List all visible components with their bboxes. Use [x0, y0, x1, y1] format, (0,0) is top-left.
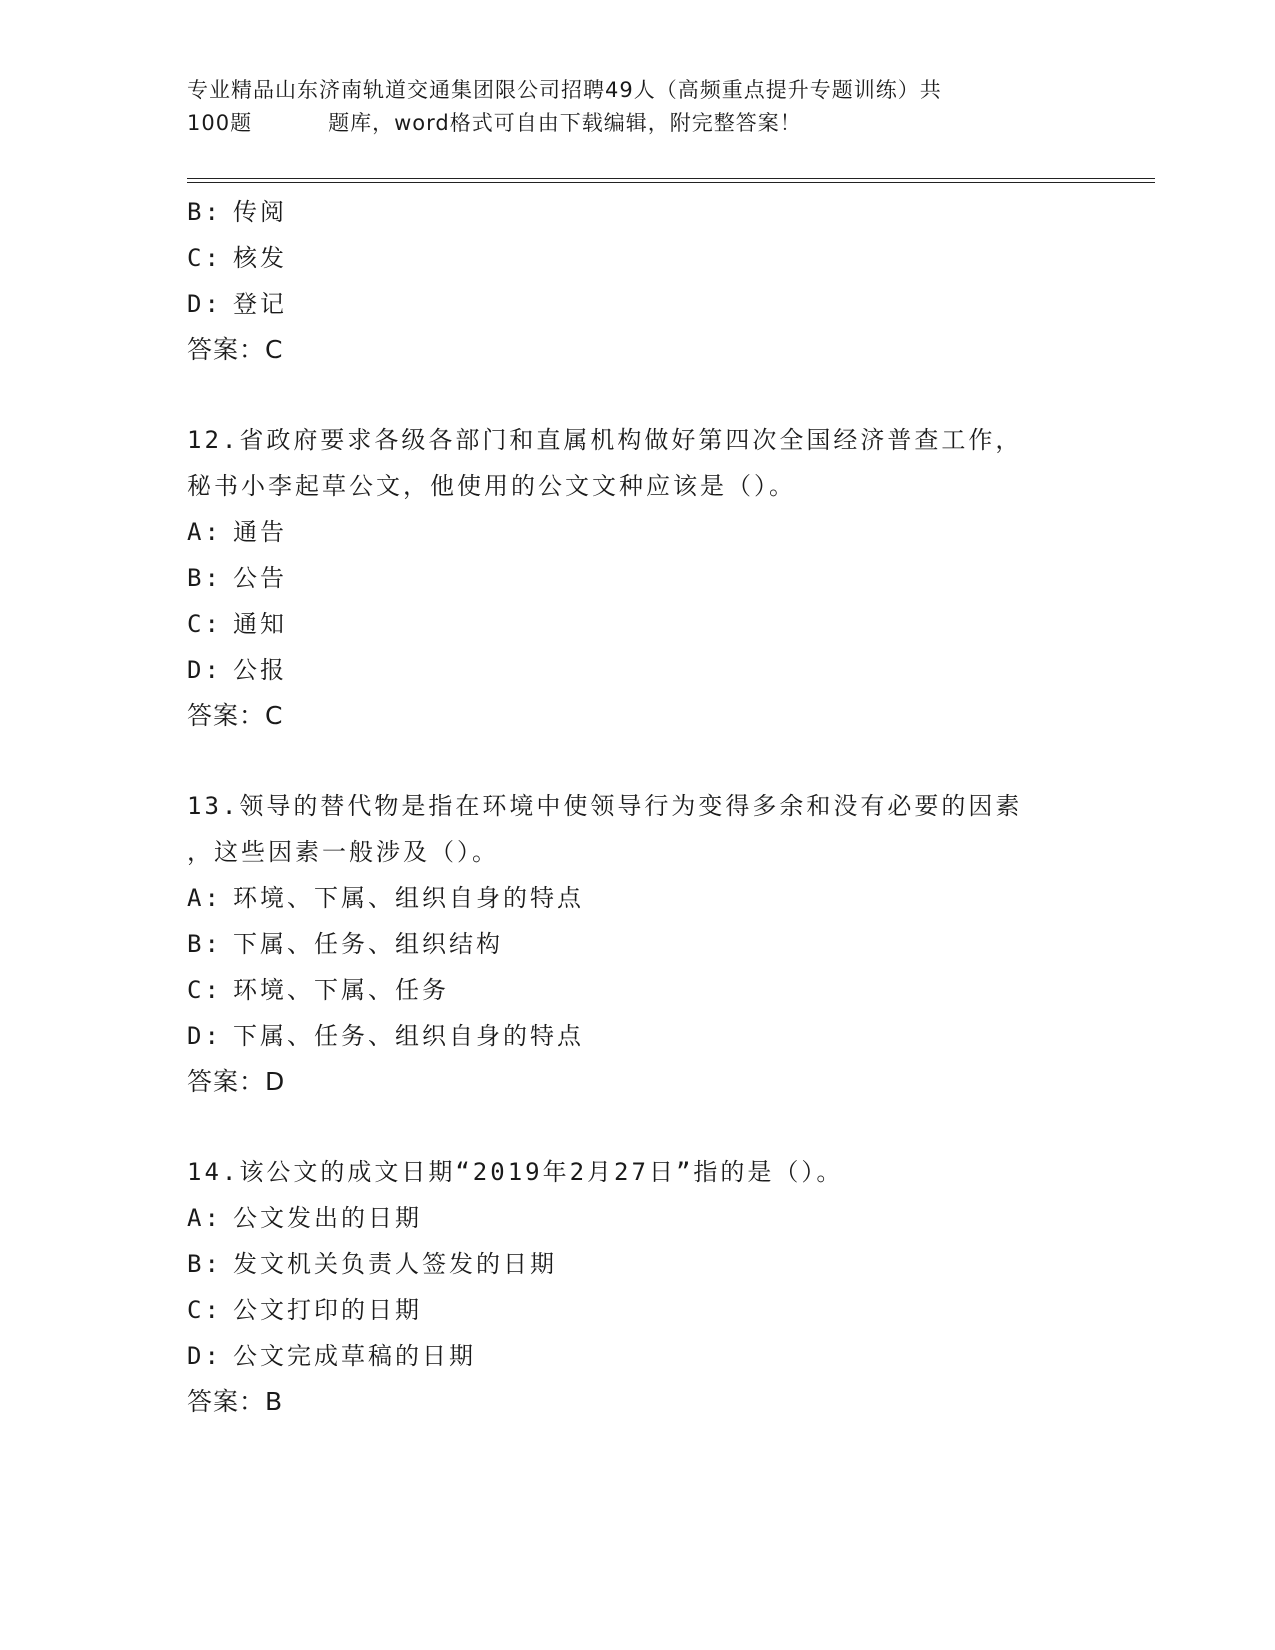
question-stem: 13.领导的替代物是指在环境中使领导行为变得多余和没有必要的因素 — [187, 792, 1023, 820]
header-question-count: 100题 — [187, 111, 253, 135]
option-a: A: 公文发出的日期 — [187, 1204, 422, 1232]
question-stem: 14.该公文的成文日期“2019年2月27日”指的是（）。 — [187, 1158, 844, 1186]
option-c: C: 环境、下属、任务 — [187, 976, 449, 1004]
option-b: B: 下属、任务、组织结构 — [187, 930, 503, 958]
option-c: C: 公文打印的日期 — [187, 1296, 422, 1324]
question-11-continuation — [187, 189, 1147, 373]
header-title-line-2 — [187, 107, 1087, 140]
question-12 — [187, 417, 1147, 739]
option-a: A: 通告 — [187, 518, 287, 546]
question-stem: ，这些因素一般涉及（）。 — [187, 838, 499, 866]
document-body — [187, 189, 1147, 1425]
option-b: B: 传阅 — [187, 198, 287, 226]
option-d: D: 公报 — [187, 656, 287, 684]
page-header — [187, 74, 1087, 140]
header-description: 题库，word格式可自由下载编辑，附完整答案！ — [328, 111, 802, 135]
option-b: B: 公告 — [187, 564, 287, 592]
option-d: D: 登记 — [187, 290, 287, 318]
question-stem: 秘书小李起草公文，他使用的公文文种应该是（）。 — [187, 472, 796, 500]
answer: 答案：B — [187, 1387, 284, 1416]
question-13 — [187, 783, 1147, 1105]
answer: 答案：C — [187, 701, 284, 730]
option-d: D: 下属、任务、组织自身的特点 — [187, 1022, 584, 1050]
question-stem: 12.省政府要求各级各部门和直属机构做好第四次全国经济普查工作， — [187, 426, 1023, 454]
question-14 — [187, 1149, 1147, 1425]
header-title-line-1: 专业精品山东济南轨道交通集团限公司招聘49人（高频重点提升专题训练）共 — [187, 78, 942, 102]
option-c: C: 核发 — [187, 244, 287, 272]
header-divider-bottom — [187, 182, 1155, 183]
header-divider-top — [187, 178, 1155, 179]
answer: 答案：D — [187, 1067, 286, 1096]
option-a: A: 环境、下属、组织自身的特点 — [187, 884, 584, 912]
option-b: B: 发文机关负责人签发的日期 — [187, 1250, 557, 1278]
option-c: C: 通知 — [187, 610, 287, 638]
option-d: D: 公文完成草稿的日期 — [187, 1342, 476, 1370]
answer: 答案：C — [187, 335, 284, 364]
